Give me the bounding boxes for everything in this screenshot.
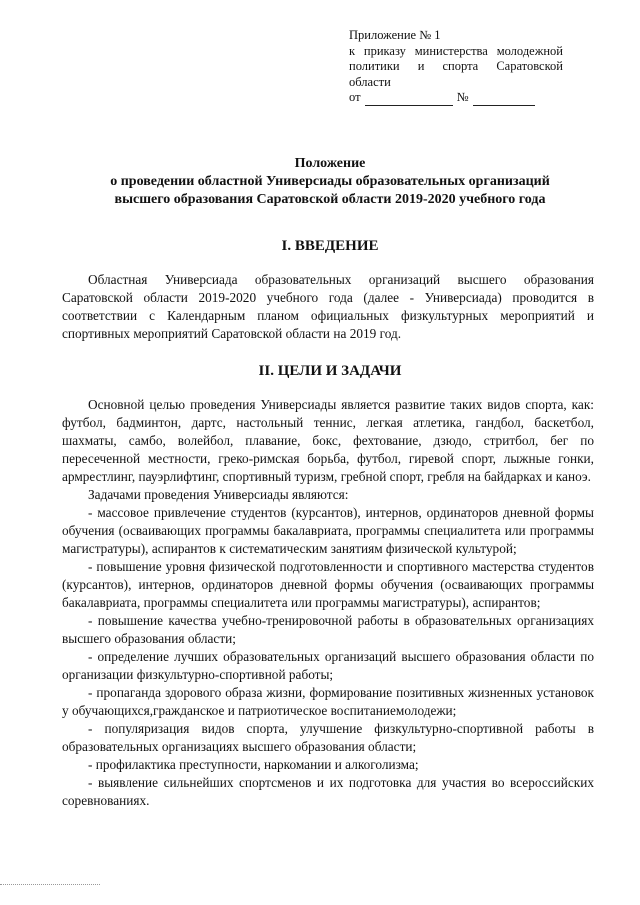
section-2-body: [62, 396, 594, 810]
title-line-2: о проведении областной Универсиады образовательных организаций: [110, 174, 550, 189]
tasks-intro: Задачами проведения Универсиады являются:: [88, 487, 349, 502]
task-item-7: - профилактика преступности, наркомании и алкоголизма;: [88, 757, 419, 772]
task-item-3: - повышение качества учебно-тренировочной работы в образовательных организациях высшего образования области;: [62, 613, 594, 646]
task-item-2: - повышение уровня физической подготовленности и спортивного мастерства студентов (курсантов), интернов, ординаторов дневной формы обучения (осваивающих программы бакалавриата, программы специалитета или программы магистратуры), аспирантов;: [62, 559, 594, 610]
section-1-heading: I. ВВЕДЕНИЕ: [281, 238, 379, 254]
task-item-1: - массовое привлечение студентов (курсантов), интернов, ординаторов дневной формы обучения (осваивающих программы бакалавриата, программы специалитета или программы магистратуры), аспирантов к систематическим занятиям физической культурой;: [62, 505, 594, 556]
annex-number-prefix: №: [456, 90, 469, 104]
title-line-3: высшего образования Саратовской области 2019-2020 учебного года: [114, 192, 546, 207]
annex-line-2: к приказу министерства молодежной: [349, 43, 563, 58]
annex-line-3: политики и спорта Саратовской: [349, 59, 563, 73]
annex-date-prefix: от: [349, 90, 361, 104]
section-2-heading: II. ЦЕЛИ И ЗАДАЧИ: [258, 363, 402, 379]
scan-edge-marks: [0, 884, 100, 886]
number-blank: [473, 94, 535, 106]
task-item-6: - популяризация видов спорта, улучшение физкультурно-спортивной работы в образовательных организациях высшего образования области;: [62, 721, 594, 754]
annex-date-line: [349, 90, 563, 106]
section-1-body: [62, 271, 594, 343]
annex-line-4: области: [349, 74, 391, 89]
annex-line-1: Приложение № 1: [349, 28, 441, 42]
task-item-4: - определение лучших образовательных организаций высшего образования области по организации физкультурно-спортивной работы;: [62, 649, 594, 682]
section-1-paragraph: Областная Универсиада образовательных организаций высшего образования Саратовской области 2019-2020 учебного года (далее - Универсиада) проводится в соответствии с Календарным планом официальных физкультурных мероприятий и спортивных мероприятий Саратовской области на 2019 год.: [62, 272, 594, 341]
task-item-8: - выявление сильнейших спортсменов и их подготовка для участия во всероссийских соревнованиях.: [62, 775, 594, 808]
date-blank: [365, 94, 453, 106]
title-line-1: Положение: [294, 156, 366, 171]
document-title: [60, 155, 600, 209]
task-item-5: - пропаганда здорового образа жизни, формирование позитивных жизненных установок у обучающихся,гражданское и патриотическое воспитаниемолодежи;: [62, 685, 594, 718]
annex-block: [349, 28, 563, 106]
goal-paragraph: Основной целью проведения Универсиады является развитие таких видов спорта, как: футбол, бадминтон, дартс, настольный теннис, легкая атлетика, гандбол, баскетбол, шахматы, самбо, волейбол, плавание, бокс, фехтование, дзюдо, стритбол, бег по пересеченной местности, греко-римская борьба, футбол, гиревой спорт, лыжные гонки, армрестлинг, пауэрлифтинг, спортивный туризм, гребной спорт, гребля на байдарках и каноэ.: [62, 397, 594, 484]
